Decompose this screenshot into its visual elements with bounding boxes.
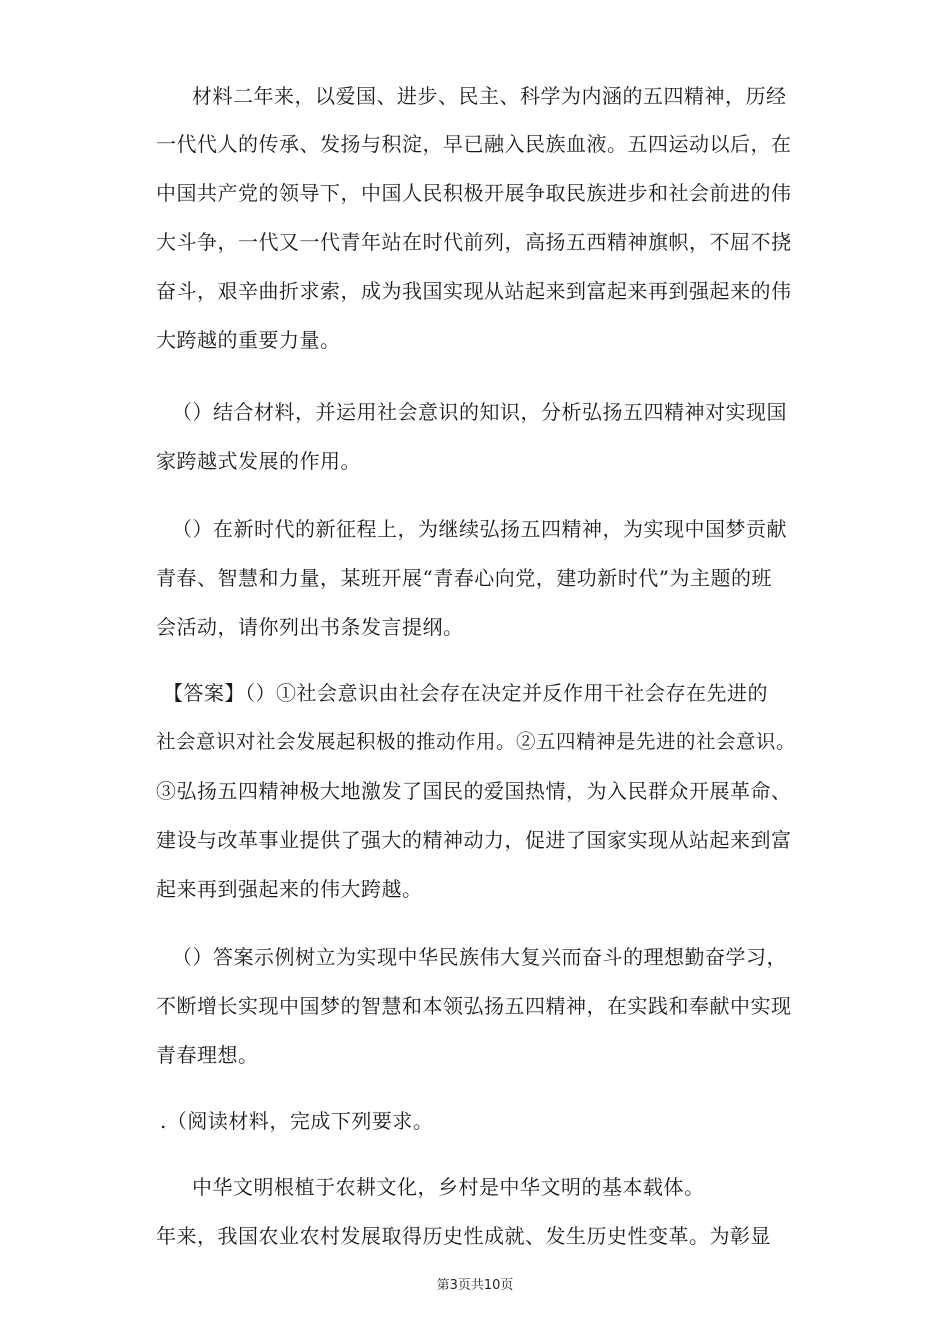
text-line: 家跨越式发展的作用。 <box>156 449 361 473</box>
text-line: 青春、智慧和力量，某班开展“青春心向党，建功新时代”为主题的班 <box>156 566 772 590</box>
text-line: （）在新时代的新征程上，为继续弘扬五四精神，为实现中国梦贡献 <box>172 517 787 541</box>
text-line: 材料二年来，以爱国、进步、民主、科学为内涵的五四精神，历经 <box>192 84 787 108</box>
text-line: 中国共产党的领导下，中国人民积极开展争取民族进步和社会前进的伟 <box>156 181 792 205</box>
text-line: 青春理想。 <box>156 1043 259 1067</box>
text-line: 会活动，请你列出书条发言提纲。 <box>156 615 464 639</box>
text-line: 奋斗，艰辛曲折求索，成为我国实现从站起来到富起来再到强起来的伟 <box>156 279 792 303</box>
text-line: （）答案示例树立为实现中华民族伟大复兴而奋斗的理想勤奋学习， <box>172 945 787 969</box>
text-line: （）结合材料，并运用社会意识的知识，分析弘扬五四精神对实现国 <box>172 400 787 424</box>
text-line: 建设与改革事业提供了强大的精神动力，促进了国家实现从站起来到富 <box>156 828 792 852</box>
text-line: 不断增长实现中国梦的智慧和本领弘扬五四精神，在实践和奉献中实现 <box>156 994 792 1018</box>
text-line: 大跨越的重要力量。 <box>156 328 341 352</box>
text-line: 一代代人的传承、发扬与积淀，早已融入民族血液。五四运动以后，在 <box>156 132 792 156</box>
text-line: 起来再到强起来的伟大跨越。 <box>156 877 423 901</box>
text-line: ③弘扬五四精神极大地激发了国民的爱国热情，为入民群众开展革命、 <box>156 779 792 803</box>
text-line: 社会意识对社会发展起积极的推动作用。②五四精神是先进的社会意识。 <box>156 730 797 753</box>
text-line: .（阅读材料，完成下列要求。 <box>160 1109 434 1133</box>
page-number: 第3页共10页 <box>436 1278 514 1293</box>
text-line: 【答案】（）①社会意识由社会存在决定并反作用干社会存在先进的 <box>163 681 768 705</box>
text-line: 年来，我国农业农村发展取得历史性成就、发生历史性变革。为彰显 <box>156 1224 771 1248</box>
text-line: 中华文明根植于农耕文化，乡村是中华文明的基本载体。 <box>192 1175 705 1199</box>
text-line: 大斗争，一代又一代青年站在时代前列，高扬五西精神旗帜，不屈不挠 <box>156 230 792 254</box>
